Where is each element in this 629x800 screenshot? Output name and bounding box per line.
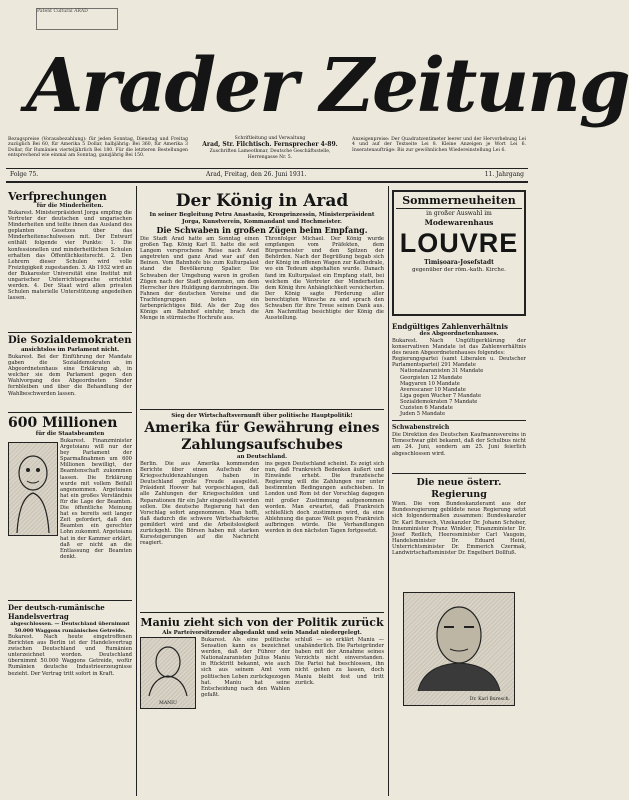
library-stamp (36, 8, 118, 30)
trade-treaty-body: Bukarest. Nach heute eingetroffenen Berichten aus Berlin ist der Handelsvertrag zwischen Deutschland und Rumänien unterzeichnet worden. Deutschland übernimmt 50.000 Waggons Getreide, wofür Rumänien deutsche Industrieerzeugnisse bezieht. Der Vertrag tritt sofort in Kraft. (8, 634, 132, 677)
tally-item: Magyaren 10 Mandate (400, 380, 460, 387)
publisher-line-3: Zuschriften Lameothmar, Deutsche Geschäftsstelle, Herrengasse Nr. 5. (209, 149, 331, 160)
social-democrats-headline: Die Sozialdemokraten (8, 335, 132, 346)
america-kicker: Sieg der Wirtschaftsvernunft über politische Hauptpolitik! (171, 413, 353, 419)
masthead-title: Arader Zeitung (26, 43, 629, 129)
advert-brand: LOUVRE (399, 228, 519, 258)
tally-item: Averescaner 10 Mandate (400, 386, 466, 393)
lead-column-1: Die Stadt Arad hatte am Sonntag einen großen Tag. König Karl II. hatte die seit Langem versprochene Reise nach Arad angetreten und ganz Arad war auf den Beinen. Vom Bahnhofe bis zum Kulturpalast stand die Bevölkerung Spalier. Die Schwaben der Umgebung waren in großen Zügen nach der Stadt gekommen, um dem Herrscher ihre Huldigung darzubringen. Die Fahnen der deutschen Vereine und die Trachtengruppen boten ein farbenprächtiges Bild. Als der Zug des Königs am Bahnhof einfuhr, brach die Menge in stürmische Hochrufe aus. (140, 236, 259, 322)
advert-line-2: Modewarenhaus (424, 218, 494, 227)
advert-price-note: Anzeigenpreise: Der Quadratzentimeter leerer und der Hervorhebung Lei 4 und auf der Textseite Lei 8. Kleine Anzeigen je Wort Lei 6. Inseratenaufträge: Bis zur gewöhnlichen Wiedereinstellung Lei 6. (352, 137, 526, 153)
millions-body: Bukarest. Finanzminister Argetoianu will nur der bey Parlament der Sparmaßnahmen um 600 Millionen bewilligt, der Beamtenschaft zukommen lassen. Die Erklärung wurde mit vollem Beifall angenommen. Argetoianu hat ein großes Verständnis für die Lage der Beamten. Die öffentliche Meinung hat es bereits seit langer Zeit gefordert, daß den Beamten ein gerechter Lohn zukommt. Argetoianu hat in der Kammer erklärt, daß er nicht an die Entlassung der Beamten denkt. (60, 438, 132, 560)
millions-subheadline: für die Staatsbeamten (35, 431, 105, 437)
advert-heading: Sommerneuheiten (396, 194, 522, 209)
america-column-2: ins gegen Deutschland scheint. Es zeigt sich nun, daß Frankreich Bedenken äußert und Einwände erhebt. Die französische Regierung will die Zahlungen nur unter bestimmten Bedingungen aufschieben. In London und Rom ist der Vorschlag dagegen mit großer Zustimmung aufgenommen worden. Man erwartet, daß Frankreich schließlich doch zustimmen wird, da eine Ablehnung die ganze Welt gegen Frankreich aufbringen würde. Die Verhandlungen werden in den nächsten Tagen fortgesetzt. (265, 461, 384, 535)
publisher-line-2: Arad, Str. Filchtisch. Fernsprecher 4-89. (202, 141, 338, 149)
tally-headline: Endgültiges Zahlenverhältnis (392, 322, 508, 331)
trade-treaty-headline: Der deutsch-rumänische Handelsvertrag (8, 603, 105, 621)
buresch-portrait (403, 592, 515, 706)
maniu-subline: Als Parteivorsitzender abgedankt und sein Mandat niedergelegt. (162, 630, 362, 636)
dateline (10, 170, 524, 180)
issue-number: Folge 75. (10, 171, 39, 178)
louvre-advert (392, 190, 526, 316)
social-democrats-body: Bukarest. Bei der Einführung der Mandate gaben die Sozialdemokraten im Abgeordnetenhaus eine Erklärung ab, in welcher sie dem Parlament gegen den Wahlvorgang des Abgeordneten Sinder fernbleiben und über die Behandlung der Wahlbeschwerden lassen. (8, 354, 132, 397)
tally-list (392, 368, 526, 417)
right-column (392, 190, 526, 796)
tally-item: Cuzisten 6 Mandate (400, 405, 453, 412)
center-column (140, 190, 384, 796)
lead-subline: In seiner Begleitung Petru Anastasiu, Kronprinzessin, Ministerpräsident Jorga, Kunstverein, Kommandant und Hochmeister. (149, 212, 375, 225)
tally-item: Sozialdemokraten 7 Mandate (400, 398, 478, 405)
lead-subhead: Die Schwaben in großen Zügen beim Empfang. (156, 225, 368, 235)
advert-line-1: in großer Auswahl im (426, 210, 492, 217)
advert-line-4: gegenüber der röm.-kath. Kirche. (412, 267, 506, 273)
minister-caricature (8, 442, 58, 536)
trade-treaty-subheadline: abgeschlossen. — Deutschland übernimmt 50.000 Waggons rumänisches Getreide. (10, 621, 130, 634)
tally-body: Bukarest. Nach Ungültigerklärung der konservativen Mandate ist das Zahlenverhältnis des neuen Abgeordnetenhauses folgendes: (392, 338, 526, 357)
tally-item: Georgisten 12 Mandate (400, 374, 463, 381)
maniu-portrait (140, 637, 196, 709)
tally-item: Nationalzaranisten 31 Mandate (400, 368, 484, 375)
advert-line-3: Timișoara-Josefstadt (424, 259, 494, 266)
issue-date: Arad, Freitag, den 26. Juni 1931. (206, 171, 307, 178)
buresch-portrait-drawing (404, 593, 514, 691)
school-body: Die Direktion des Deutschen Kaufmannsvereins in Temeschwar gibt bekannt, daß der Schulbus nicht am 24. Juni, sondern am 25. Juni feierlich abgeschlossen wird. (392, 432, 526, 457)
millions-headline: 600 Millionen (8, 415, 118, 431)
buresch-caption: Dr. Karl Buresch. (469, 696, 510, 702)
publisher-line-1: Schriftleitung und Verwaltung (234, 136, 306, 141)
school-headline: Schwabenstreich (392, 424, 450, 432)
maniu-portrait-caption: MANIU (159, 700, 177, 706)
maniu-column-1: Bukarest. Als eine politische Sensation kann es bezeichnet werden, daß der Führer der Nationalzaranisten Julius Maniu in Rücktritt bekannt, wie auch sich aus seinem Amt vom politischen Leben zurückgezogen hat. Maniu hat seine Entscheidung nach den Wahlen gefaßt. (201, 637, 290, 698)
social-democrats-subheadline: ansichtslos im Parlament nicht. (20, 347, 120, 353)
lead-column-2: Thronfolger Michael. Der König wurde empfangen vom Präfekten, dem Bürgermeister und den Spitzen der Behörden. Nach der Begrüßung begab sich der König im offenen Wagen zur Kathedrale, wo ein Tedeum abgehalten wurde. Danach fand im Kulturpalast ein Empfang statt, bei welchem die Vertreter der Minderheiten dem König ihre Anhänglichkeit versicherten. Der König sagte Förderung aller berechtigten Wünsche zu und sprach den Schwaben für ihre Treue seinen Dank aus. Am Nachmittag besichtigte der König die Ausstellung. (265, 236, 384, 322)
left-column (8, 190, 132, 796)
tally-intro: Regierungspartei (samt Liberalen u. Deutscher Parlamentspartei) 291 Mandate (392, 356, 526, 369)
america-column-1: Berlin. Die aus Amerika kommenden Berichte über einen Aufschub der Kriegsschuldenzahlungen haben in Deutschland große Freude ausgelöst. Präsident Hoover hat vorgeschlagen, daß alle Zahlungen der Kriegsschulden und Reparationen für ein Jahr eingestellt werden sollen. Die deutsche Regierung hat den Vorschlag sofort angenommen. Man hofft, daß dadurch die schwere Wirtschaftskrise gemildert wird und die Arbeitslosigkeit zurückgeht. Die Börsen haben mit starken Kurssteigerungen auf die Nachricht reagiert. (140, 461, 259, 547)
volume-number: 11. Jahrgang (484, 171, 524, 178)
austria-headline: Die neue österr. Regierung (416, 477, 502, 501)
stamp-text: Patent Cultural ARAD (37, 9, 88, 14)
promises-body: Bukarest. Ministerpräsident Jorga empfing die Vertreter der deutschen und ungarischen Minderheiten und teilte ihnen das Ausland des geplanten Gesetzes über das Minderheitenschulwesen mit. Der Entwurf enthält folgende vier Punkte: 1. Die konfessionellen und minderheitlichen Schulen erhalten das Öffentlichkeitsrecht. 2. Den Lehrern dieser Schulen wird volle Freizügigkeit zugestanden. 3. Ab 1932 wird an der Bukarester Universität eine Institut mit ungarischer Unterrichtssprache errichtet werden. 4. Der Staat wird allen privaten Schulen materielle Unterstützung angedeihen lassen. (8, 210, 132, 302)
america-subheadline: an Deutschland. (236, 454, 288, 460)
lead-headline: Der König in Arad (175, 191, 349, 211)
publisher-info (196, 136, 344, 168)
maniu-portrait-drawing (141, 638, 195, 696)
caricature-drawing (9, 443, 57, 535)
promises-headline: Verfprechungen (8, 190, 107, 203)
austria-body: Wien. Die vom Bundeskanzleramt aus der Bundesregierung gebildete neue Regierung setzt sich folgendermaßen zusammen: Bundeskanzler Dr. Karl Buresch, Vizekanzler Dr. Johann Schober, Innenminister Franz Winkler, Finanzminister Dr. Josef Redlich, Heeresminister Carl Vaugoin, Handelsminister Dr. Eduard Heinl, Unterrichtsminister Dr. Emmerich Czermak, Landwirtschaftsminister Dr. Engelbert Dollfuß. (392, 501, 526, 556)
promises-subheadline: für die Minderheiten. (36, 203, 104, 209)
maniu-headline: Maniu zieht sich von der Politik zurück (140, 616, 384, 629)
subscription-note: Bezugspreise (Vorausbezahlung): für jeden Sonntag, Dienstag und Freitag zuzüglich Bei 60, für Amerika 5 Dollar, halbjährig: Bei 360, für Amerika 3 Dollar, für Rumänien vierteljährlich Bei 180. Für die letzteren Bestellungen entsprechend wie einmal am Sonntag, ganzjährig Bei 150. (8, 137, 188, 159)
tally-item: Juden 5 Mandate (400, 411, 446, 418)
tally-item: Liga gegen Wucher 7 Mandate (400, 392, 482, 399)
maniu-column-2: schluß — so erklärt Maniu — unabänderlich. Die Parteigründer haben mit der Annahme seines Verzichts nicht einverstanden. Die Partei hat beschlossen, ihn nicht gehen zu lassen, doch Maniu bleibt fest und tritt zurück. (295, 637, 384, 686)
tally-subheadline: des Abgeordnetenhauses. (419, 331, 499, 337)
america-headline: Amerika für Gewährung eines Zahlungsaufschubes (144, 420, 380, 453)
